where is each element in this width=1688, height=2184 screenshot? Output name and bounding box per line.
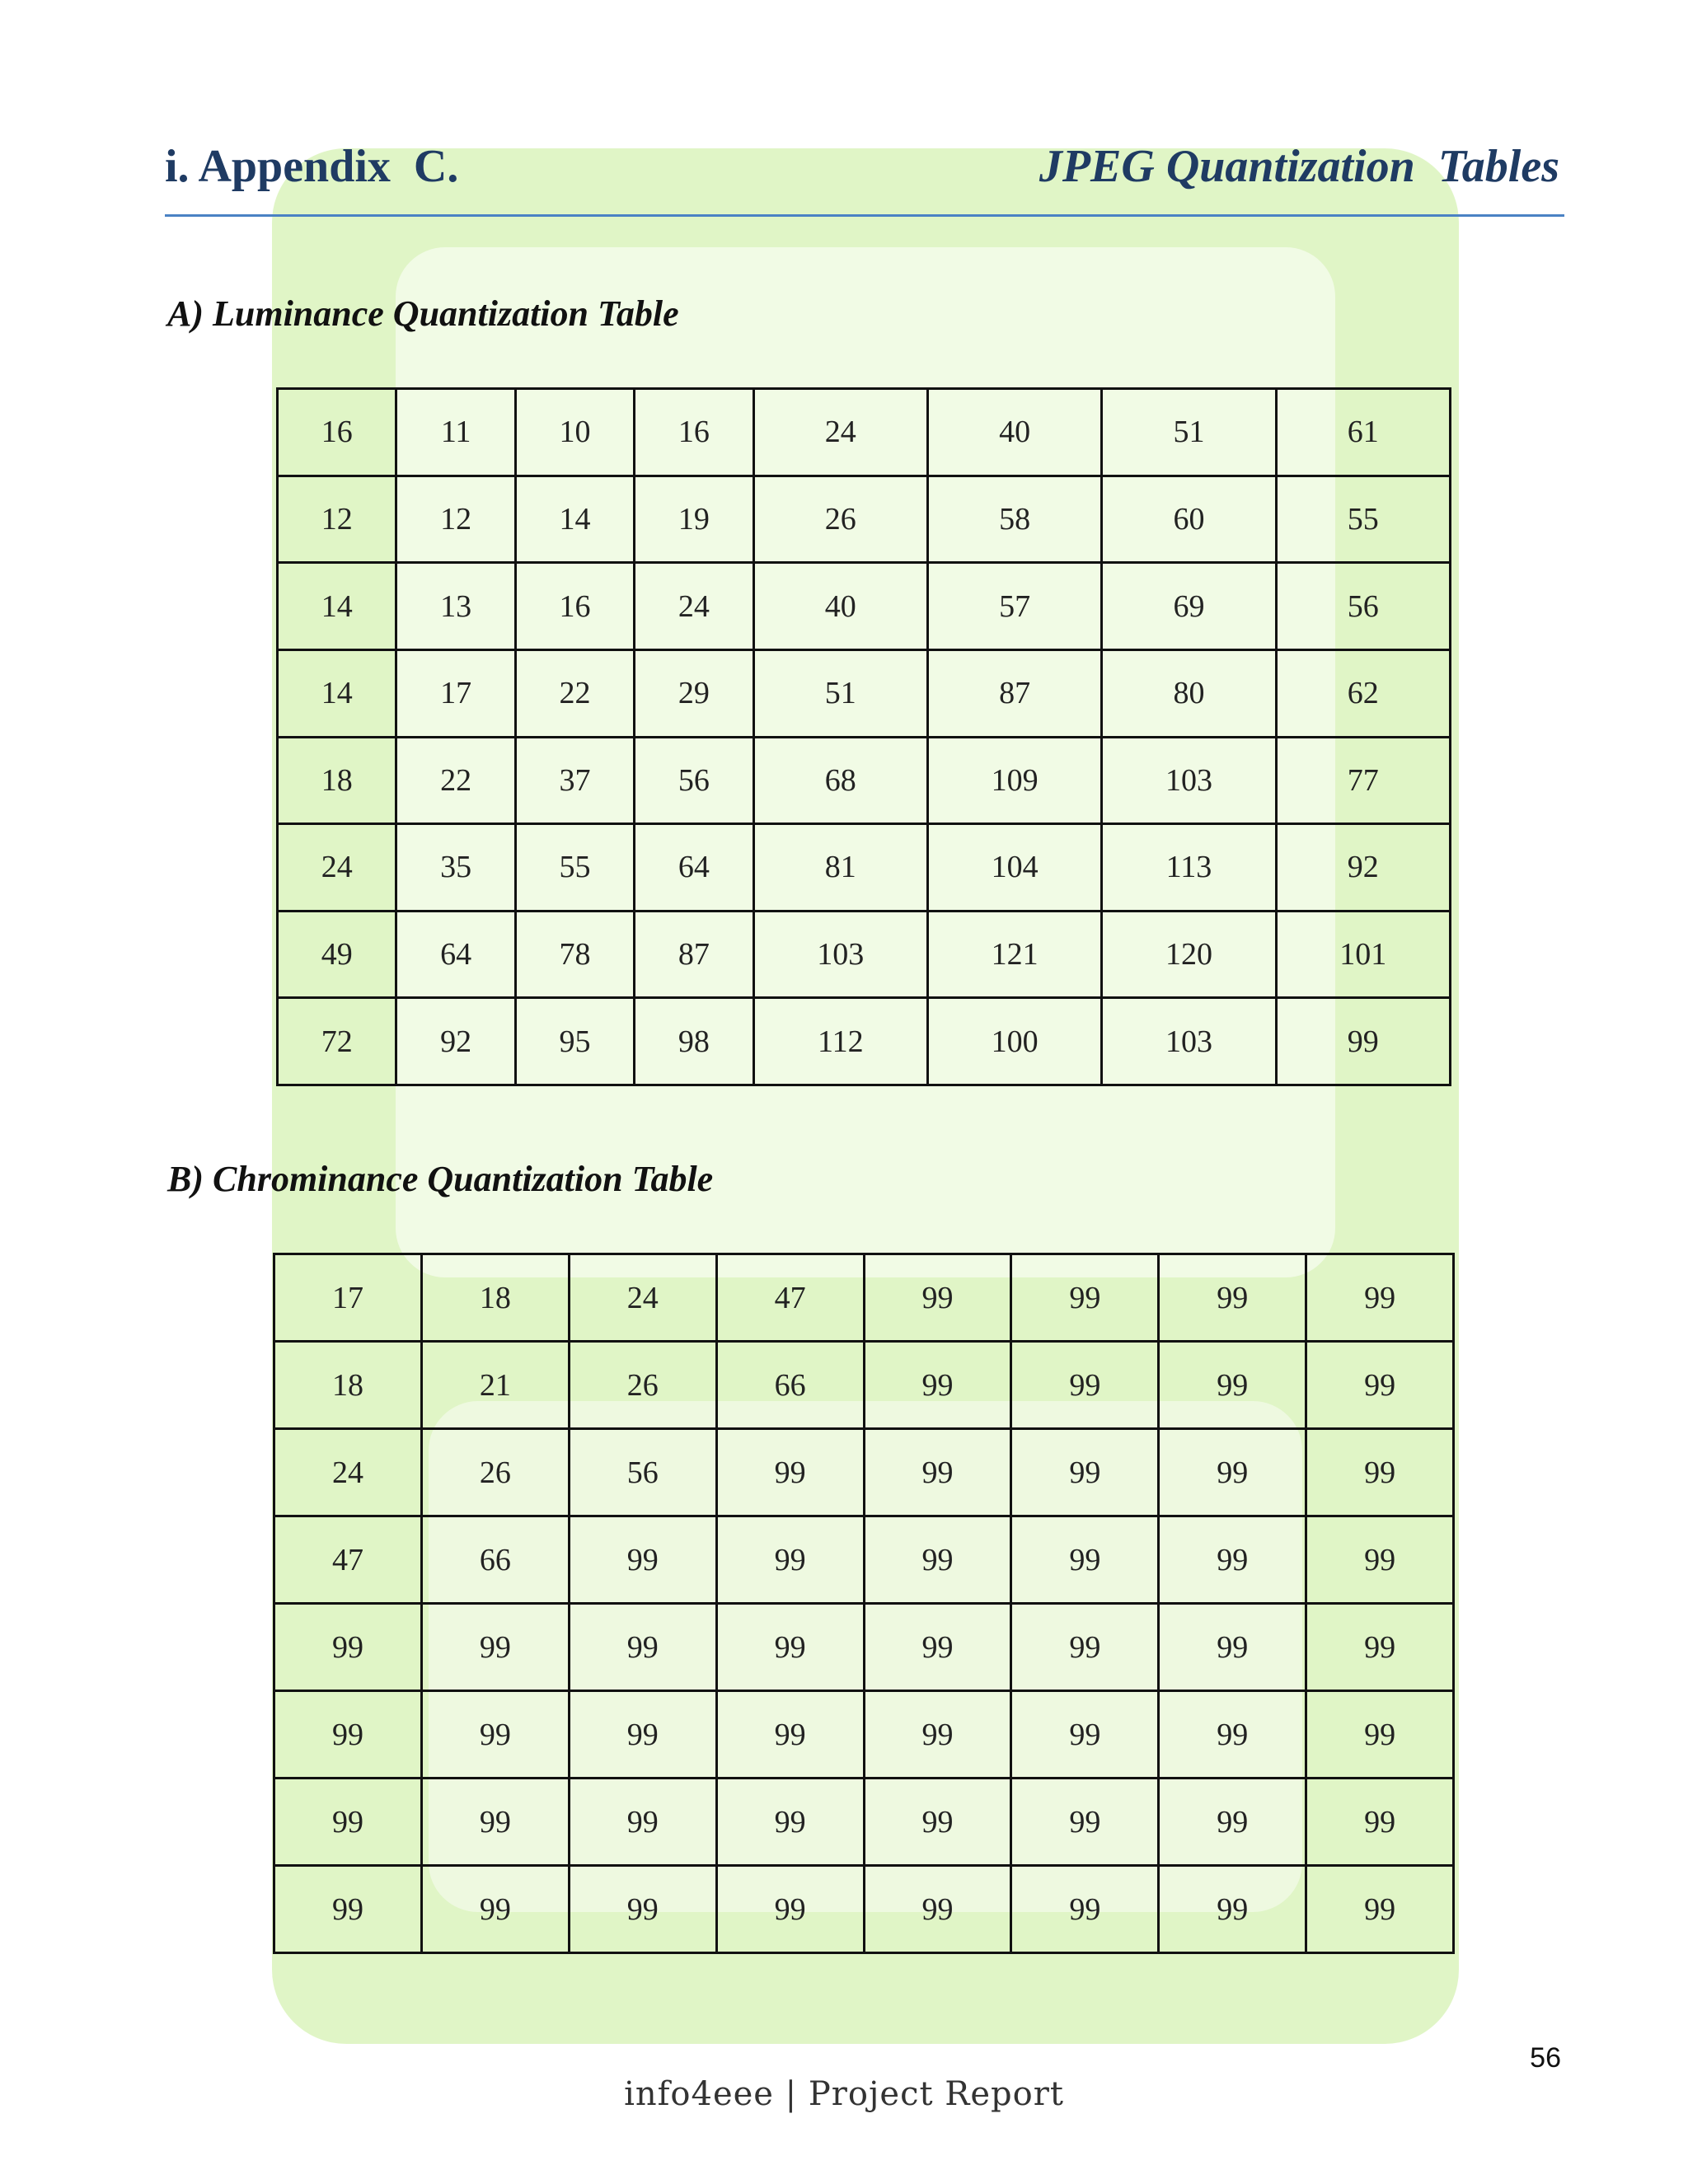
table-cell: 55 xyxy=(515,824,634,912)
chrominance-table-title: B) Chrominance Quantization Table xyxy=(167,1159,714,1199)
table-cell: 24 xyxy=(274,1429,422,1516)
table-cell: 99 xyxy=(1306,1866,1454,1953)
table-row xyxy=(274,1516,1454,1604)
table-cell: 26 xyxy=(753,476,927,563)
table-row xyxy=(274,1691,1454,1779)
table-cell: 99 xyxy=(716,1516,864,1604)
table-cell: 66 xyxy=(421,1516,569,1604)
table-cell: 60 xyxy=(1102,476,1276,563)
table-cell: 99 xyxy=(1159,1604,1306,1691)
page-number: 56 xyxy=(1530,2042,1561,2074)
table-row xyxy=(274,1604,1454,1691)
table-cell: 24 xyxy=(753,389,927,476)
appendix-title: JPEG Quantization Tables xyxy=(1039,141,1559,192)
table-cell: 24 xyxy=(635,563,753,650)
table-cell: 26 xyxy=(421,1429,569,1516)
table-cell: 113 xyxy=(1102,824,1276,912)
table-cell: 99 xyxy=(864,1866,1011,1953)
table-cell: 99 xyxy=(1159,1429,1306,1516)
table-cell: 99 xyxy=(864,1779,1011,1866)
table-cell: 99 xyxy=(716,1866,864,1953)
table-cell: 121 xyxy=(927,911,1101,998)
table-cell: 17 xyxy=(396,649,515,737)
table-cell: 99 xyxy=(1011,1342,1159,1429)
table-cell: 99 xyxy=(569,1604,716,1691)
table-cell: 120 xyxy=(1102,911,1276,998)
table-cell: 99 xyxy=(864,1516,1011,1604)
table-cell: 16 xyxy=(278,389,396,476)
luminance-table-title: A) Luminance Quantization Table xyxy=(167,293,679,334)
table-cell: 61 xyxy=(1276,389,1450,476)
table-cell: 77 xyxy=(1276,737,1450,824)
table-cell: 64 xyxy=(635,824,753,912)
table-cell: 99 xyxy=(1011,1516,1159,1604)
table-cell: 99 xyxy=(569,1691,716,1779)
table-row xyxy=(278,824,1451,912)
table-cell: 21 xyxy=(421,1342,569,1429)
table-cell: 78 xyxy=(515,911,634,998)
table-cell: 10 xyxy=(515,389,634,476)
table-row xyxy=(278,998,1451,1085)
table-cell: 56 xyxy=(1276,563,1450,650)
table-cell: 51 xyxy=(753,649,927,737)
table-cell: 99 xyxy=(1306,1779,1454,1866)
table-cell: 14 xyxy=(278,649,396,737)
table-cell: 98 xyxy=(635,998,753,1085)
table-cell: 99 xyxy=(1011,1691,1159,1779)
table-cell: 87 xyxy=(927,649,1101,737)
table-cell: 51 xyxy=(1102,389,1276,476)
table-cell: 95 xyxy=(515,998,634,1085)
table-cell: 101 xyxy=(1276,911,1450,998)
table-row xyxy=(278,737,1451,824)
table-cell: 99 xyxy=(569,1779,716,1866)
table-cell: 104 xyxy=(927,824,1101,912)
table-cell: 40 xyxy=(927,389,1101,476)
table-cell: 17 xyxy=(274,1254,422,1342)
table-cell: 18 xyxy=(278,737,396,824)
table-cell: 99 xyxy=(1306,1516,1454,1604)
table-cell: 35 xyxy=(396,824,515,912)
table-cell: 99 xyxy=(1011,1429,1159,1516)
table-cell: 99 xyxy=(421,1866,569,1953)
table-cell: 13 xyxy=(396,563,515,650)
table-cell: 57 xyxy=(927,563,1101,650)
table-cell: 22 xyxy=(515,649,634,737)
table-cell: 14 xyxy=(515,476,634,563)
table-cell: 47 xyxy=(716,1254,864,1342)
table-cell: 99 xyxy=(274,1866,422,1953)
table-row xyxy=(274,1429,1454,1516)
table-row xyxy=(278,389,1451,476)
chrominance-quantization-table xyxy=(273,1253,1455,1954)
table-cell: 99 xyxy=(864,1342,1011,1429)
table-cell: 99 xyxy=(1306,1254,1454,1342)
table-cell: 99 xyxy=(716,1429,864,1516)
table-cell: 99 xyxy=(421,1691,569,1779)
table-cell: 99 xyxy=(274,1604,422,1691)
table-cell: 99 xyxy=(1306,1604,1454,1691)
table-cell: 99 xyxy=(864,1691,1011,1779)
table-cell: 68 xyxy=(753,737,927,824)
table-cell: 100 xyxy=(927,998,1101,1085)
table-cell: 103 xyxy=(753,911,927,998)
table-cell: 14 xyxy=(278,563,396,650)
table-cell: 99 xyxy=(1276,998,1450,1085)
table-cell: 99 xyxy=(1011,1604,1159,1691)
table-cell: 99 xyxy=(864,1254,1011,1342)
table-cell: 99 xyxy=(1306,1429,1454,1516)
table-cell: 92 xyxy=(1276,824,1450,912)
table-cell: 99 xyxy=(1159,1516,1306,1604)
table-cell: 56 xyxy=(569,1429,716,1516)
table-row xyxy=(274,1342,1454,1429)
table-cell: 99 xyxy=(716,1691,864,1779)
table-row xyxy=(274,1254,1454,1342)
table-cell: 99 xyxy=(421,1779,569,1866)
table-cell: 55 xyxy=(1276,476,1450,563)
table-cell: 66 xyxy=(716,1342,864,1429)
table-cell: 47 xyxy=(274,1516,422,1604)
table-cell: 99 xyxy=(716,1604,864,1691)
table-cell: 99 xyxy=(864,1604,1011,1691)
table-cell: 12 xyxy=(396,476,515,563)
table-row xyxy=(278,649,1451,737)
table-cell: 11 xyxy=(396,389,515,476)
table-cell: 99 xyxy=(274,1691,422,1779)
table-cell: 99 xyxy=(1159,1866,1306,1953)
table-cell: 16 xyxy=(635,389,753,476)
table-cell: 69 xyxy=(1102,563,1276,650)
table-row xyxy=(278,563,1451,650)
table-cell: 92 xyxy=(396,998,515,1085)
table-cell: 16 xyxy=(515,563,634,650)
table-cell: 18 xyxy=(274,1342,422,1429)
table-cell: 26 xyxy=(569,1342,716,1429)
table-row xyxy=(278,911,1451,998)
table-cell: 99 xyxy=(1306,1342,1454,1429)
footer-text: info4eee | Project Report xyxy=(624,2075,1064,2113)
table-cell: 112 xyxy=(753,998,927,1085)
table-cell: 87 xyxy=(635,911,753,998)
table-cell: 58 xyxy=(927,476,1101,563)
table-cell: 18 xyxy=(421,1254,569,1342)
table-cell: 99 xyxy=(1306,1691,1454,1779)
table-cell: 99 xyxy=(1159,1779,1306,1866)
table-cell: 99 xyxy=(569,1516,716,1604)
table-cell: 99 xyxy=(421,1604,569,1691)
table-cell: 64 xyxy=(396,911,515,998)
table-cell: 19 xyxy=(635,476,753,563)
table-cell: 99 xyxy=(569,1866,716,1953)
table-row xyxy=(278,476,1451,563)
table-cell: 12 xyxy=(278,476,396,563)
table-cell: 99 xyxy=(1011,1254,1159,1342)
table-cell: 81 xyxy=(753,824,927,912)
table-cell: 80 xyxy=(1102,649,1276,737)
table-cell: 99 xyxy=(274,1779,422,1866)
table-cell: 99 xyxy=(1011,1866,1159,1953)
table-cell: 40 xyxy=(753,563,927,650)
table-cell: 99 xyxy=(1159,1342,1306,1429)
table-cell: 29 xyxy=(635,649,753,737)
table-row xyxy=(274,1866,1454,1953)
table-cell: 49 xyxy=(278,911,396,998)
table-cell: 99 xyxy=(1011,1779,1159,1866)
table-row xyxy=(274,1779,1454,1866)
table-cell: 99 xyxy=(1159,1691,1306,1779)
table-cell: 24 xyxy=(278,824,396,912)
page-header xyxy=(165,140,1564,217)
table-cell: 103 xyxy=(1102,998,1276,1085)
table-cell: 56 xyxy=(635,737,753,824)
table-cell: 99 xyxy=(716,1779,864,1866)
table-cell: 37 xyxy=(515,737,634,824)
table-cell: 22 xyxy=(396,737,515,824)
table-cell: 62 xyxy=(1276,649,1450,737)
table-cell: 99 xyxy=(864,1429,1011,1516)
appendix-label: i. Appendix C. xyxy=(165,141,459,192)
luminance-quantization-table xyxy=(276,387,1451,1086)
table-cell: 24 xyxy=(569,1254,716,1342)
table-cell: 103 xyxy=(1102,737,1276,824)
table-cell: 72 xyxy=(278,998,396,1085)
table-cell: 99 xyxy=(1159,1254,1306,1342)
table-cell: 109 xyxy=(927,737,1101,824)
